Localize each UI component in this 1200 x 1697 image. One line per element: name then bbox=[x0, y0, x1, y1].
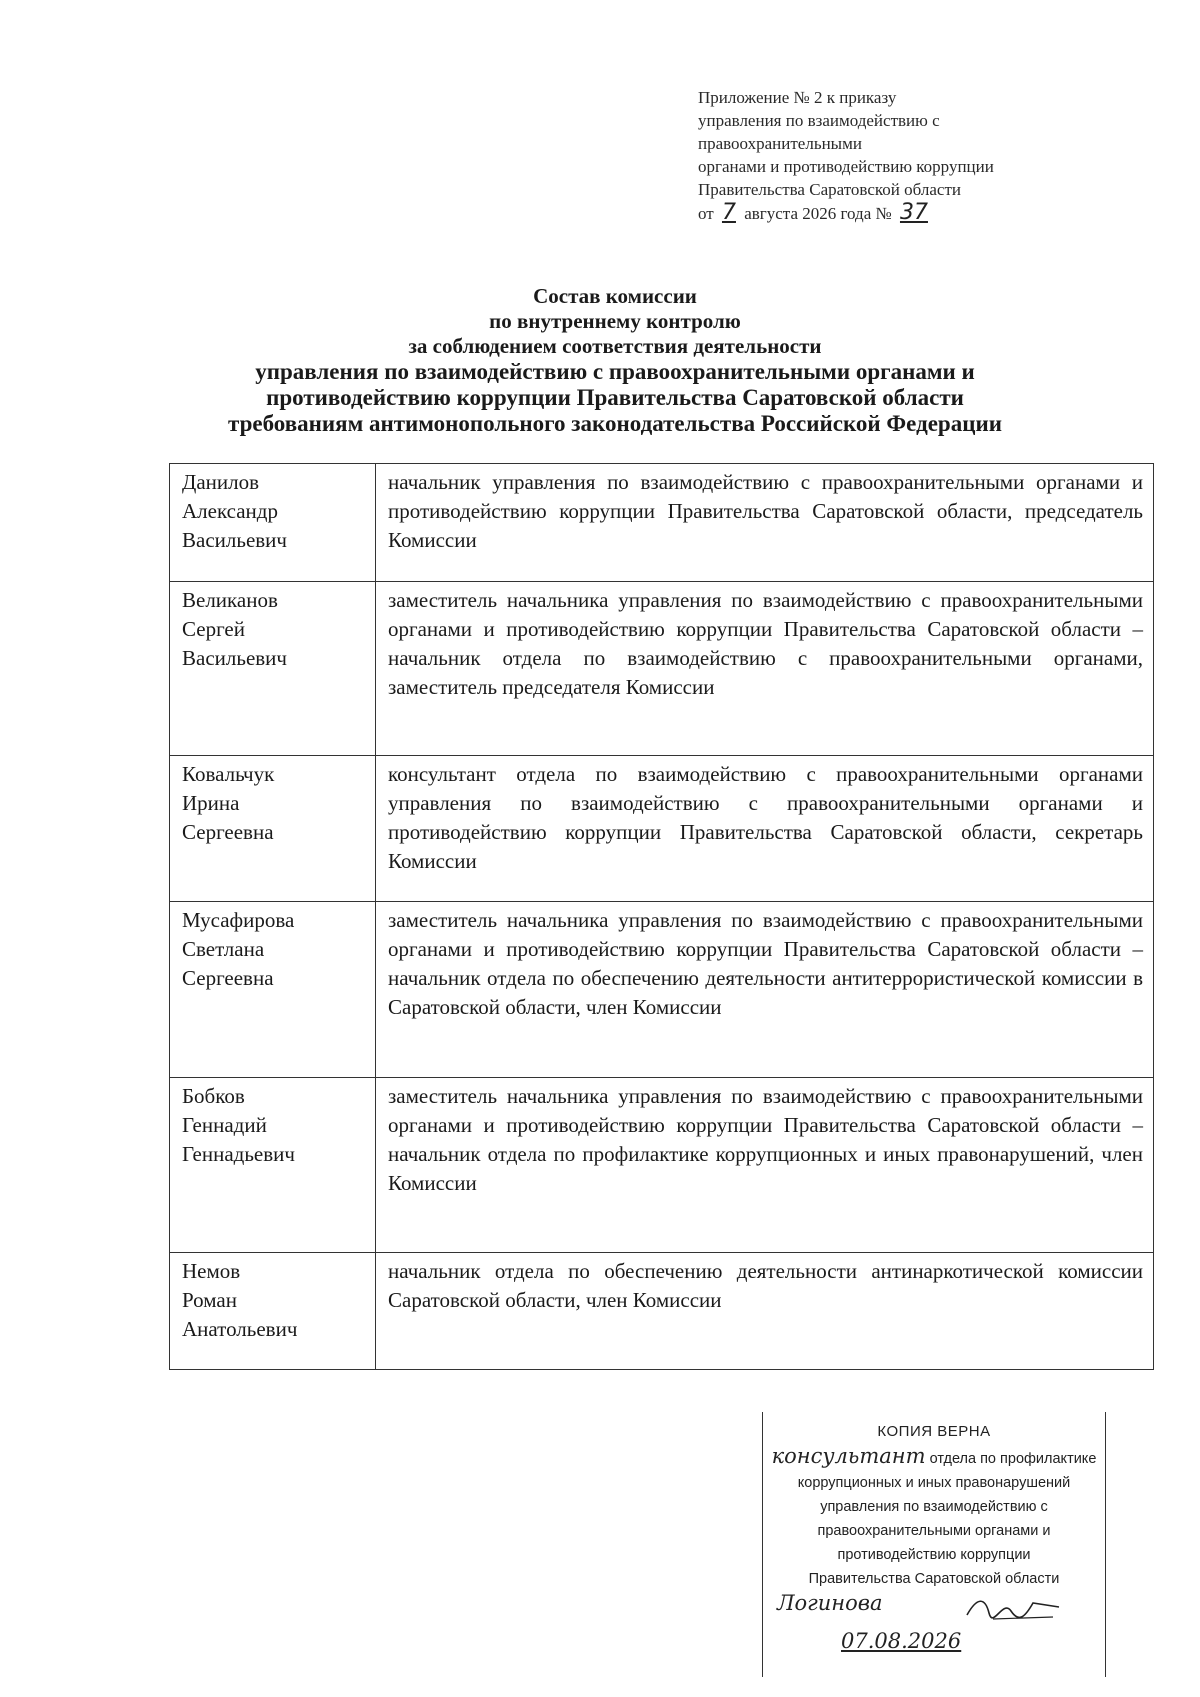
appendix-line: управления по взаимодействию с bbox=[698, 111, 940, 130]
member-patronymic: Васильевич bbox=[182, 646, 287, 670]
member-first-name: Светлана bbox=[182, 937, 265, 961]
member-first-name: Ирина bbox=[182, 791, 240, 815]
member-first-name: Роман bbox=[182, 1288, 237, 1312]
member-surname: Бобков bbox=[182, 1084, 245, 1108]
stamp-line: противодействию коррупции bbox=[837, 1547, 1031, 1563]
stamp-line: правоохранительными органами и bbox=[817, 1523, 1051, 1539]
member-name bbox=[170, 1253, 376, 1370]
title-line: противодействию коррупции Правительства Саратовской области bbox=[266, 385, 964, 410]
member-first-name: Сергей bbox=[182, 617, 245, 641]
member-first-name: Александр bbox=[182, 499, 278, 523]
handwritten-surname: Логинова bbox=[777, 1591, 883, 1615]
table-row bbox=[170, 1253, 1154, 1370]
title-line: по внутреннему контролю bbox=[489, 309, 741, 333]
appendix-line: Правительства Саратовской области bbox=[698, 180, 961, 199]
table-row bbox=[170, 582, 1154, 756]
member-patronymic: Геннадьевич bbox=[182, 1142, 295, 1166]
title-line: Состав комиссии bbox=[533, 284, 697, 308]
member-name bbox=[170, 902, 376, 1078]
member-first-name: Геннадий bbox=[182, 1113, 267, 1137]
table-row bbox=[170, 902, 1154, 1078]
handwritten-day: 7 bbox=[721, 200, 736, 225]
member-role: заместитель начальника управления по взаимодействию с правоохранительными органами и противодействию коррупции Правительства Саратовской области – начальник отдела по взаимодействию с правоохранительными органами, заместитель председателя Комиссии bbox=[376, 582, 1154, 756]
date-middle: августа 2026 года № bbox=[744, 204, 892, 223]
member-name bbox=[170, 1078, 376, 1253]
member-patronymic: Сергеевна bbox=[182, 820, 274, 844]
title-line: управления по взаимодействию с правоохранительными органами и bbox=[255, 359, 975, 384]
member-name bbox=[170, 756, 376, 902]
copy-certified-stamp bbox=[762, 1412, 1106, 1677]
member-role: консультант отдела по взаимодействию с правоохранительными органами управления по взаимодействию с правоохранительными органами и противодействию коррупции Правительства Саратовской области, секретарь Комиссии bbox=[376, 756, 1154, 902]
date-prefix: от bbox=[698, 204, 714, 223]
member-surname: Немов bbox=[182, 1259, 241, 1283]
member-surname: Данилов bbox=[182, 470, 260, 494]
member-name bbox=[170, 582, 376, 756]
stamp-heading: КОПИЯ ВЕРНА bbox=[877, 1423, 991, 1440]
member-patronymic: Сергеевна bbox=[182, 966, 274, 990]
member-role: начальник отдела по обеспечению деятельности антинаркотической комиссии Саратовской области, член Комиссии bbox=[376, 1253, 1154, 1370]
stamp-line: управления по взаимодействию с bbox=[820, 1499, 1048, 1515]
member-patronymic: Анатольевич bbox=[182, 1317, 298, 1341]
signature-scrawl-icon bbox=[963, 1593, 1063, 1623]
appendix-date-line bbox=[698, 201, 1118, 225]
member-name bbox=[170, 464, 376, 582]
member-role: заместитель начальника управления по взаимодействию с правоохранительными органами и противодействию коррупции Правительства Саратовской области – начальник отдела по профилактике коррупционных и иных правонарушений, член Комиссии bbox=[376, 1078, 1154, 1253]
stamp-line bbox=[763, 1444, 1105, 1471]
title-line: за соблюдением соответствия деятельности bbox=[408, 334, 822, 358]
member-patronymic: Васильевич bbox=[182, 528, 287, 552]
member-role: заместитель начальника управления по взаимодействию с правоохранительными органами и противодействию коррупции Правительства Саратовской области – начальник отдела по обеспечению деятельности антитеррористической комиссии в Саратовской области, член Комиссии bbox=[376, 902, 1154, 1078]
handwritten-position: консультант bbox=[771, 1444, 926, 1468]
table-row bbox=[170, 464, 1154, 582]
table-row bbox=[170, 756, 1154, 902]
appendix-line: правоохранительными bbox=[698, 134, 862, 153]
members-table bbox=[169, 463, 1154, 1370]
handwritten-date: 07.08.2026 bbox=[841, 1629, 962, 1653]
member-surname: Мусафирова bbox=[182, 908, 295, 932]
member-surname: Великанов bbox=[182, 588, 278, 612]
document-title bbox=[120, 284, 1110, 437]
signature-line bbox=[763, 1593, 1105, 1623]
date-line bbox=[763, 1629, 1105, 1659]
stamp-line: Правительства Саратовской области bbox=[808, 1571, 1060, 1587]
appendix-header bbox=[698, 86, 1118, 225]
handwritten-order-number: 37 bbox=[899, 200, 928, 225]
title-line: требованиям антимонопольного законодательства Российской Федерации bbox=[228, 411, 1002, 436]
stamp-line-rest: отдела по профилактике bbox=[929, 1451, 1097, 1467]
member-role: начальник управления по взаимодействию с правоохранительными органами и противодействию коррупции Правительства Саратовской области, председатель Комиссии bbox=[376, 464, 1154, 582]
stamp-line: коррупционных и иных правонарушений bbox=[797, 1475, 1071, 1491]
table-row bbox=[170, 1078, 1154, 1253]
appendix-line: Приложение № 2 к приказу bbox=[698, 88, 897, 107]
appendix-line: органами и противодействию коррупции bbox=[698, 157, 994, 176]
member-surname: Ковальчук bbox=[182, 762, 275, 786]
